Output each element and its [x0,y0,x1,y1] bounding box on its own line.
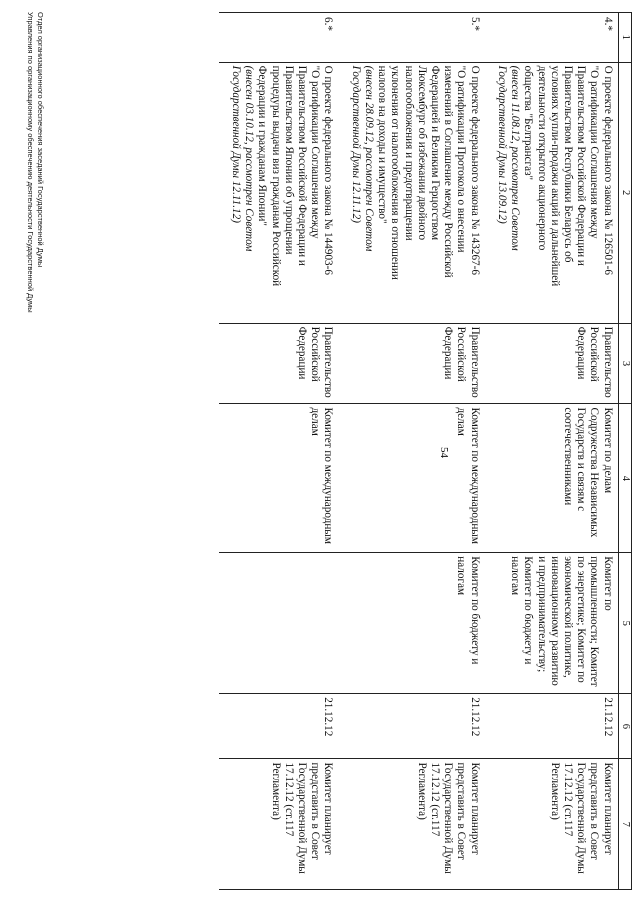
initiator-cell: Правительство Российской Федерации [338,323,484,404]
bill-note-line: (внесен 03.10.12, рассмотрен Советом [243,65,256,252]
bill-note-line: (внесен 28.09.12, рассмотрен Советом [362,65,375,252]
bill-title-line: налогов на доходы и имущество" [376,65,389,224]
bill-title-line: "О ратификации Соглашения между [309,65,322,239]
bill-title-line: Федерацией и Великим Герцогством [429,65,441,241]
initiator-cell: Правительство Российской Федерации [219,323,339,404]
footer-line: Отдел организационного обеспечения заседаний Государственной Думы [36,12,45,268]
initiator-cell: Правительство Российской Федерации [485,323,618,404]
footer-line: Управления по организационному обеспечению деятельности Государственной Думы [25,12,35,313]
column-number: 4 [618,404,631,553]
row-number: 6.* [219,13,339,63]
bill-title-line: О проекте федерального закона № 144903-6 [322,65,335,275]
date-cell: 21.12.12 [485,694,618,759]
column-number: 2 [618,62,631,323]
bill-note-line: Государственной Думы 12.11.12) [349,65,362,223]
bill-title-line: Федерации и гражданам Японии" [256,65,269,226]
co-committees-cell: Комитет по промышленности; Комитет по энергетике; Комитет по экономической политике, инновационному развитию и предпринимательству; Комитет по бюджету и налогам [485,553,618,694]
bill-title-line: процедуры выдачи виз гражданам Российской [269,65,282,287]
bill-title-line: О проекте федерального закона № 143267-6 [468,65,481,275]
bill-title-line: Правительством Республики Беларусь об [561,65,574,263]
table-row [485,13,618,890]
responsible-committee-cell: Комитет по делам Содружества Независимых Государств и связям с соотечественниками [485,404,618,553]
plan-cell: Комитет планирует представить в Совет Государственной Думы 17.12.12 (ст.117 Регламента) [338,759,484,890]
co-committees-cell: Комитет по бюджету и налогам [338,553,484,694]
bill-title-line: условиях купли-продажи акций и дальнейшей [548,65,561,287]
agenda-table [219,12,632,890]
row-number: 5.* [338,13,484,63]
bill-title-line: Люксембург об избежании двойного [415,65,428,241]
column-number-row [618,13,631,890]
bill-note-line: Государственной Думы 12.11.12) [229,65,242,223]
bill-title-cell [485,62,618,323]
column-number: 3 [618,323,631,404]
bill-title-line: О проекте федерального закона № 126501-6 [601,65,614,275]
bill-title-line: уклонения от налогообложения в отношении [389,65,402,280]
row-number: 4.* [485,13,618,63]
bill-note-line: (внесен 11.08.12, рассмотрен Советом [509,65,522,251]
column-number: 5 [618,553,631,694]
column-number: 7 [618,759,631,890]
bill-title-line: Правительством Японии об упрощении [282,65,295,255]
responsible-committee-cell: Комитет по международным делам [338,404,484,553]
plan-cell: Комитет планирует представить в Совет Государственной Думы 17.12.12 (ст.117 Регламента) [485,759,618,890]
responsible-committee-cell: Комитет по международным делам [219,404,339,553]
column-number: 1 [618,13,631,63]
date-cell: 21.12.12 [338,694,484,759]
bill-title-line: изменений в Соглашение между Российской [442,65,455,278]
bill-title-line: налогообложения и предотвращении [402,65,415,241]
bill-note-line: Государственной Думы 13.09.12) [495,65,508,224]
table-row [338,13,484,890]
bill-title-line: общества "Белтрансгаз" [522,65,535,181]
bill-title-cell [219,62,339,323]
co-committees-cell [219,553,339,694]
bill-title-line: "О ратификации Соглашения между [588,65,601,239]
table-row [219,13,339,890]
bill-title-line: Правительством Российской Федерации и [575,65,588,266]
bill-title-line: деятельности открытого акционерного [535,65,548,251]
footer [25,12,45,313]
bill-title-cell [338,62,484,323]
agenda-rows [219,13,618,890]
page-number: 54 [438,447,450,458]
column-number: 6 [618,694,631,759]
plan-cell: Комитет планирует представить в Совет Государственной Думы 17.12.12 (ст.117 Регламента) [219,759,339,890]
bill-title-line: "О ратификации Протокола о внесении [455,65,468,253]
bill-title-line: Правительством Российской Федерации и [296,65,309,266]
date-cell: 21.12.12 [219,694,339,759]
